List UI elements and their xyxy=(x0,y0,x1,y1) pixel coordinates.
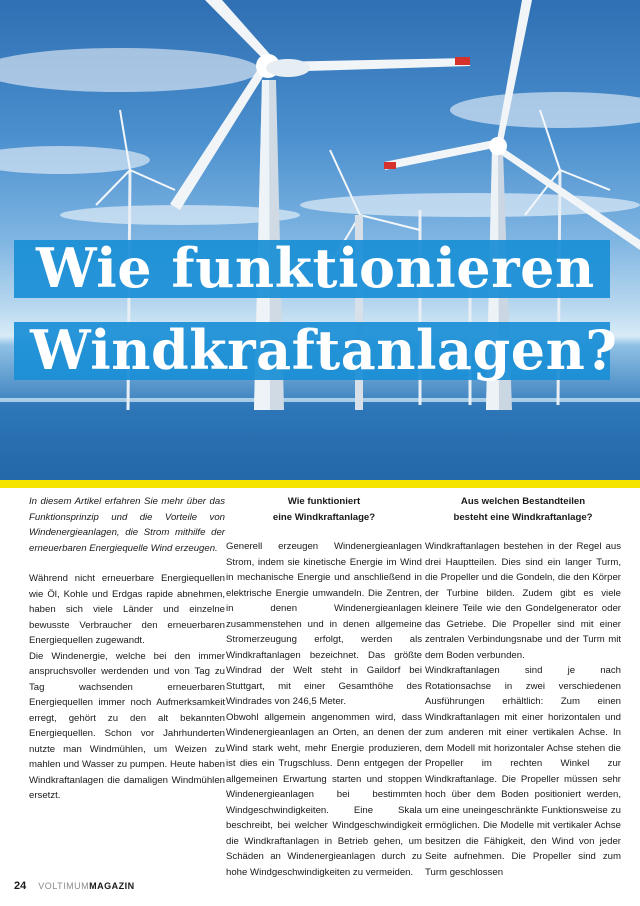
column-2 xyxy=(226,494,422,880)
section-heading-line-2: besteht eine Windkraftanlage? xyxy=(453,511,593,523)
body-paragraph: Während nicht erneuerbare Energiequellen wie Öl, Kohle und Erdgas rapide abnehmen, haben sich viele Länder und einzelne bewusste Verbraucher den erneuerbaren Energiequellen zugewandt. xyxy=(29,573,225,646)
brand-suffix: MAGAZIN xyxy=(89,881,135,891)
body-paragraph: Obwohl allgemein angenommen wird, dass Windenergieanlagen an Orten, an denen der Wind stark weht, mehr Energie produzieren, ist dies ein Trugschluss. Denn entgegen der allgemeinen Erwartung starten und stoppen Windenergieanlagen bei bestimmten Windgeschwindigkeiten. Eine Skala beschreibt, bei welcher Windgeschwindigkeit die Windkraftanlagen in Betrieb gehen, um Schäden an Windenergieanlagen durch zu hohe Windgeschwindigkeiten zu vermeiden. xyxy=(226,711,422,878)
section-heading xyxy=(425,494,621,525)
accent-rule xyxy=(0,480,640,488)
body-paragraph: Windkraftanlagen bestehen in der Regel aus drei Hauptteilen. Dies sind ein langer Turm, die Propeller und die Gondeln, die den Körper der Turbine bilden. Zudem gibt es viele kleinere Teile wie den Gondelgenerator oder das Getriebe. Die Propeller sind mit einer zentralen Verbindungsnabe und der Turm mit dem Boden verbunden. xyxy=(425,541,621,661)
body-paragraph: Die Windenergie, welche bei den immer anspruchsvoller werdenden und von Tag zu Tag wachsenden erneuerbaren Energiequellen immer noch Aufmerksamkeit erregt, gehört zu den alt bekannten Energiequellen. Schon vor Jahrhunderten nutzte man Windmühlen, um Weizen zu mahlen und Wasser zu pumpen. Heute haben Windkraftanlagen die damaligen Windmühlen ersetzt. xyxy=(29,650,225,801)
article-title-line-2: Windkraftanlagen? xyxy=(30,318,618,382)
intro-paragraph: In diesem Artikel erfahren Sie mehr über das Funktionsprinzip und die Vorteile von Windenergieanlagen, die Strom mithilfe der erneuerbaren Energiequelle Wind erzeugen. xyxy=(29,496,225,554)
brand-name: VOLTIMUM xyxy=(38,881,90,891)
page-number: 24 xyxy=(14,880,27,892)
section-heading xyxy=(226,494,422,525)
section-heading-line-1: Aus welchen Bestandteilen xyxy=(460,496,586,507)
body-paragraph: Generell erzeugen Windenergieanlagen Strom, indem sie kinetische Energie im Wind in mechanische Energie und anschließend in elektrische Energie umwandeln. Die Zentren, in denen Windenergieanlagen zusammenstehen und in denen allgemeine Stromerzeugung erfolgt, werden als Windkraftanlagen bezeichnet. Das größte Windrad der Welt steht in Gaildorf bei Stuttgart, mit einer Gesamthöhe des Windrades von 246,5 Meter. xyxy=(226,541,422,707)
section-heading-line-1: Wie funktioniert xyxy=(287,496,361,507)
column-3 xyxy=(425,494,621,880)
magazine-brand xyxy=(38,881,134,891)
column-1 xyxy=(29,494,225,804)
page-footer xyxy=(14,880,135,896)
body-paragraph: Windkraftanlagen sind je nach Rotationsachse in zwei verschiedenen Ausführungen erhältlich: Zum einen Windkraftanlagen mit einer horizontalen und zum anderen mit einer vertikalen Achse. In dem Modell mit horizontaler Achse stehen die Propeller im rechten Winkel zur Windkraftanlage. Die Propeller müssen sehr hoch über dem Boden positioniert werden, um eine uneingeschränkte Funktionsweise zu ermöglichen. Die Modelle mit vertikaler Achse besitzen die Fähigkeit, den Wind von jeder Seite aufnehmen. Die Propeller sind zum Turm geschlossen xyxy=(425,665,621,878)
article-title-line-1: Wie funktionieren xyxy=(36,236,595,300)
section-heading-line-2: eine Windkraftanlage? xyxy=(272,511,376,523)
